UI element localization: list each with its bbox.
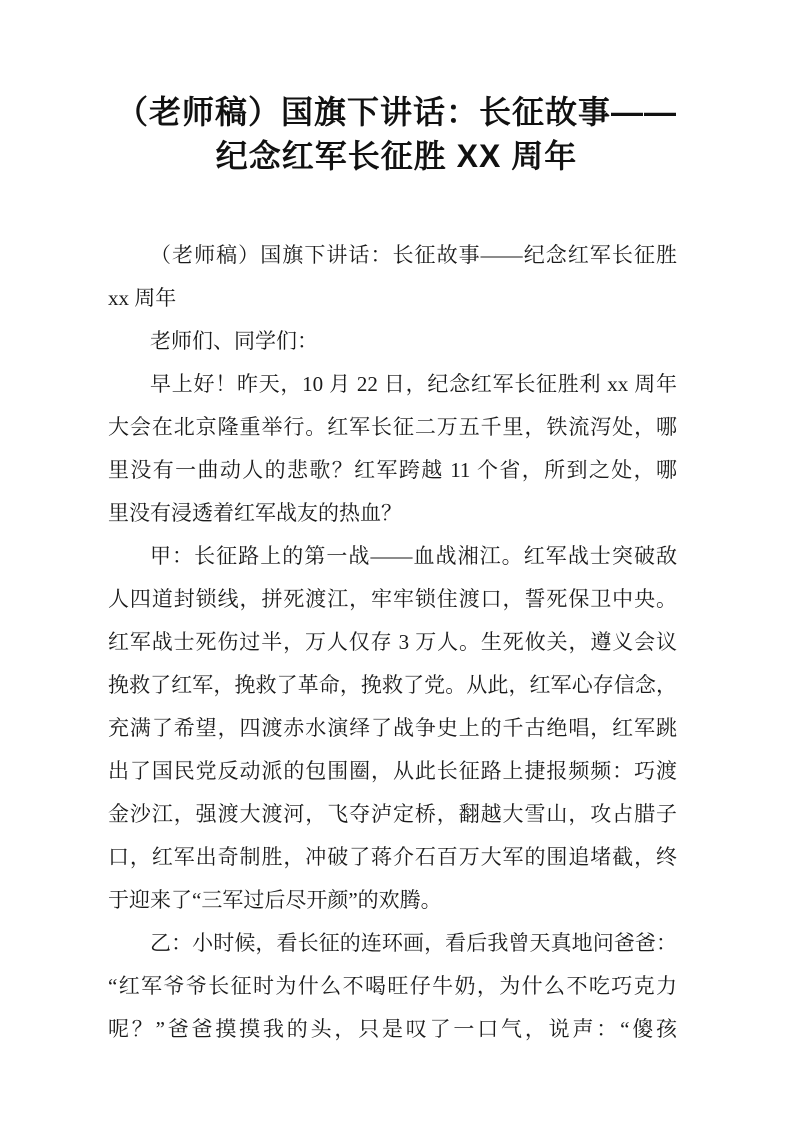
body-text-line: 乙：小时候，看长征的连环画，看后我曾天真地问爸爸： xyxy=(150,931,677,955)
body-text-line: 金沙江，强渡大渡河，飞夺泸定桥，翻越大雪山，攻占腊子 xyxy=(108,802,677,826)
body-text-line: 出了国民党反动派的包围圈，从此长征路上捷报频频：巧渡 xyxy=(108,759,677,783)
body-text-line: 挽救了红军，挽救了革命，挽救了党。从此，红军心存信念， xyxy=(108,673,677,697)
body-text-line: “红军爷爷长征时为什么不喝旺仔牛奶，为什么不吃巧克力 xyxy=(108,974,677,998)
body-text-line: 早上好！昨天，10 月 22 日，纪念红军长征胜利 xx 周年 xyxy=(150,372,677,396)
document-title-line-2: 纪念红军长征胜 XX 周年 xyxy=(215,138,578,174)
body-text-line: 里没有一曲动人的悲歌？红军跨越 11 个省，所到之处，哪 xyxy=(108,458,677,482)
body-text-line: 呢？”爸爸摸摸我的头，只是叹了一口气，说声：“傻孩 xyxy=(108,1017,677,1041)
body-text-line: 充满了希望，四渡赤水演绎了战争史上的千古绝唱，红军跳 xyxy=(108,716,677,740)
body-text-line: 人四道封锁线，拼死渡江，牢牢锁住渡口，誓死保卫中央。 xyxy=(108,587,677,611)
body-text-line: 老师们、同学们： xyxy=(150,329,318,353)
document-title xyxy=(108,0,685,178)
body-text-line: 里没有浸透着红军战友的热血？ xyxy=(108,501,402,525)
body-text-line: 口，红军出奇制胜，冲破了蒋介石百万大军的围追堵截，终 xyxy=(108,845,677,869)
document-body xyxy=(108,234,677,1051)
body-text-line: 于迎来了“三军过后尽开颜”的欢腾。 xyxy=(108,888,442,912)
body-text-line: xx 周年 xyxy=(108,286,177,310)
body-text-line: （老师稿）国旗下讲话：长征故事——纪念红军长征胜 xyxy=(150,243,677,267)
document-title-line-1: （老师稿）国旗下讲话：长征故事—— xyxy=(115,94,677,130)
body-text-line: 红军战士死伤过半，万人仅存 3 万人。生死攸关，遵义会议 xyxy=(108,630,677,654)
body-text-line: 大会在北京隆重举行。红军长征二万五千里，铁流泻处，哪 xyxy=(108,415,677,439)
body-text-line: 甲：长征路上的第一战——血战湘江。红军战士突破敌 xyxy=(150,544,677,568)
